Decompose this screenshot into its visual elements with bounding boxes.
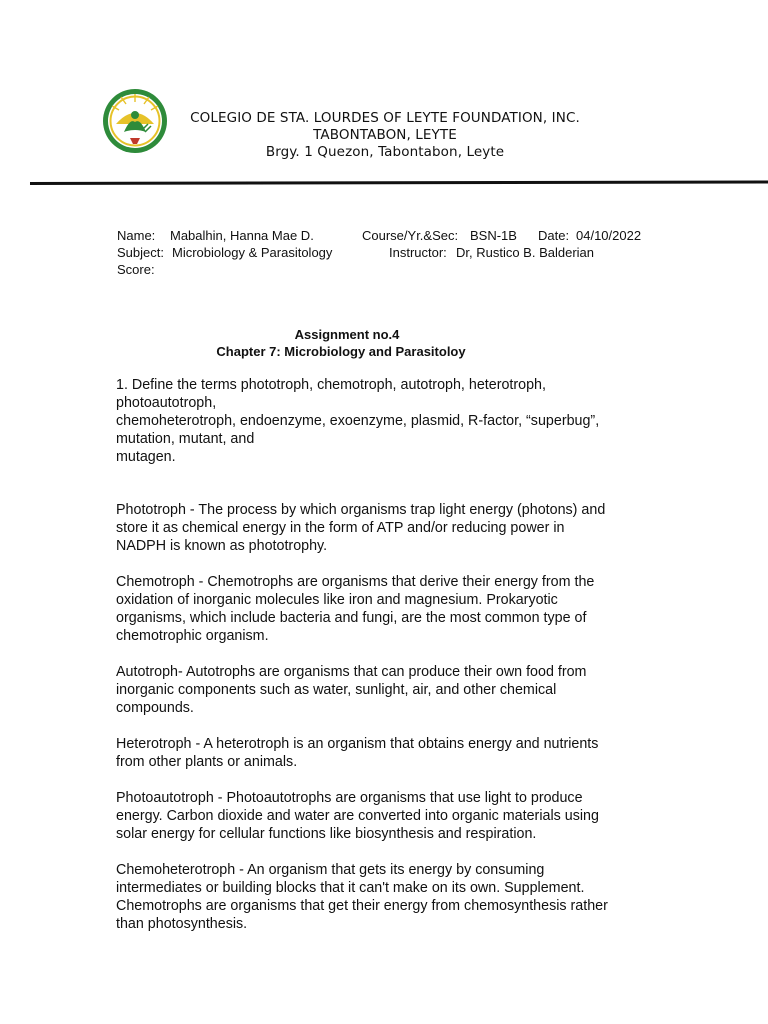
- definition-line: Photoautotroph - Photoautotrophs are organisms that use light to produce: [116, 790, 583, 806]
- definition-line: compounds.: [116, 700, 194, 716]
- question-block: [116, 376, 656, 466]
- definition-chemoheterotroph: [116, 861, 656, 933]
- date-value: 04/10/2022: [576, 228, 642, 243]
- definition-line: Chemotroph - Chemotrophs are organisms that derive their energy from the: [116, 574, 595, 590]
- chapter-title: Chapter 7: Microbiology and Parasitoloy: [216, 344, 466, 359]
- definition-line: Chemotrophs are organisms that get their energy from chemosynthesis rather: [116, 898, 608, 914]
- definition-line: solar energy for cellular functions like biosynthesis and respiration.: [116, 826, 537, 842]
- definition-line: intermediates or building blocks that it can't make on its own. Supplement.: [116, 880, 585, 896]
- definition-line: Phototroph - The process by which organisms trap light energy (photons) and: [116, 502, 606, 518]
- instructor-label: Instructor:: [389, 245, 447, 260]
- definition-line: organisms, which include bacteria and fungi, are the most common type of: [116, 610, 587, 626]
- definition-line: NADPH is known as phototrophy.: [116, 538, 328, 554]
- header-divider: [30, 180, 768, 185]
- name-value: Mabalhin, Hanna Mae D.: [170, 228, 314, 243]
- definition-line: energy. Carbon dioxide and water are converted into organic materials using: [116, 808, 599, 824]
- question-line: photoautotroph,: [116, 395, 217, 411]
- subject-value: Microbiology & Parasitology: [172, 245, 333, 260]
- question-line: mutagen.: [116, 449, 176, 465]
- date-label: Date:: [538, 228, 570, 243]
- assignment-heading: [117, 326, 577, 360]
- course-label: Course/Yr.&Sec:: [362, 228, 459, 243]
- definition-line: oxidation of inorganic molecules like iron and magnesium. Prokaryotic: [116, 592, 558, 608]
- definition-line: chemotrophic organism.: [116, 628, 269, 644]
- institution-address: Brgy. 1 Quezon, Tabontabon, Leyte: [265, 144, 505, 160]
- definitions-list: [116, 501, 656, 951]
- definition-line: from other plants or animals.: [116, 754, 298, 770]
- definition-phototroph: [116, 501, 656, 555]
- assignment-title: Assignment no.4: [294, 327, 400, 342]
- definition-heterotroph: [116, 735, 656, 771]
- definition-line: than photosynthesis.: [116, 916, 248, 932]
- institution-town: TABONTABON, LEYTE: [313, 127, 457, 143]
- definition-photoautotroph: [116, 789, 656, 843]
- definition-line: Chemoheterotroph - An organism that gets its energy by consuming: [116, 862, 545, 878]
- question-line: chemoheterotroph, endoenzyme, exoenzyme, plasmid, R-factor, “superbug”,: [116, 413, 600, 429]
- instructor-value: Dr, Rustico B. Balderian: [456, 245, 595, 260]
- question-line: 1. Define the terms phototroph, chemotroph, autotroph, heterotroph,: [116, 377, 546, 393]
- institution-name: COLEGIO DE STA. LOURDES OF LEYTE FOUNDATION, INC.: [190, 110, 580, 126]
- name-label: Name:: [117, 228, 156, 243]
- definition-chemotroph: [116, 573, 656, 645]
- letterhead: [150, 110, 620, 161]
- definition-line: inorganic components such as water, sunlight, air, and other chemical: [116, 682, 557, 698]
- question-line: mutation, mutant, and: [116, 431, 255, 447]
- subject-label: Subject:: [117, 245, 164, 260]
- definition-line: store it as chemical energy in the form of ATP and/or reducing power in: [116, 520, 565, 536]
- course-value: BSN-1B: [470, 228, 517, 243]
- definition-autotroph: [116, 663, 656, 717]
- definition-line: Autotroph- Autotrophs are organisms that can produce their own food from: [116, 664, 587, 680]
- score-label: Score:: [117, 262, 155, 277]
- definition-line: Heterotroph - A heterotroph is an organism that obtains energy and nutrients: [116, 736, 599, 752]
